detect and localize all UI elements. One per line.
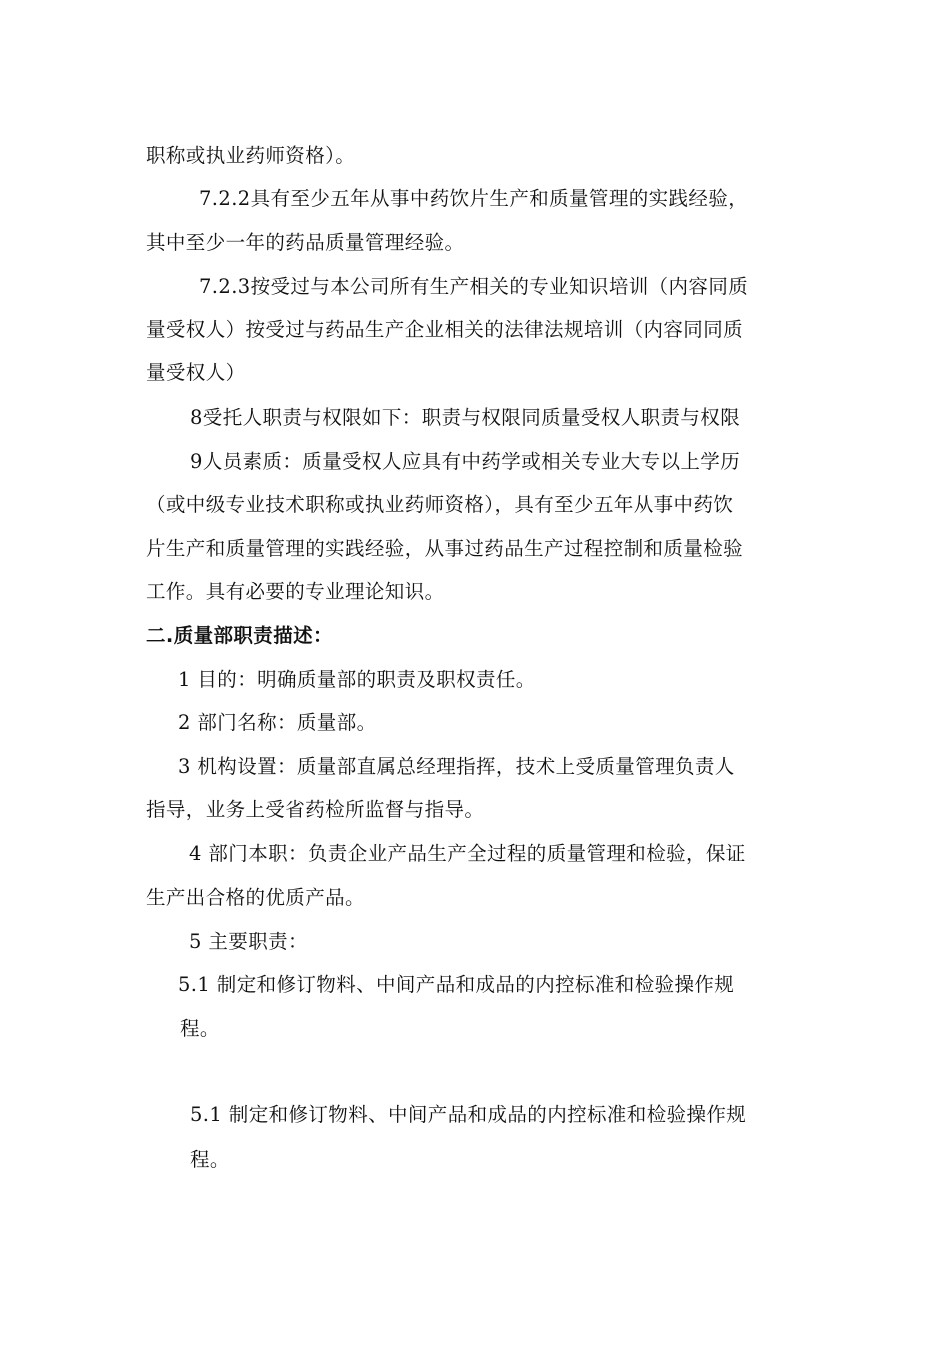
text-line: 4 部门本职：负责企业产品生产全过程的质量管理和检验，保证 — [189, 842, 746, 865]
text-line: 8受托人职责与权限如下：职责与权限同质量受权人职责与权限 — [190, 406, 741, 429]
text-line: 5.1 制定和修订物料、中间产品和成品的内控标准和检验操作规 — [190, 1103, 747, 1126]
text-line: 7.2.3按受过与本公司所有生产相关的专业知识培训（内容同质 — [199, 275, 749, 298]
text-line: 生产出合格的优质产品。 — [146, 886, 365, 909]
text-line: 量受权人）按受过与药品生产企业相关的法律法规培训（内容同同质 — [146, 318, 744, 341]
text-line: 1 目的：明确质量部的职责及职权责任。 — [178, 668, 536, 691]
text-line: 2 部门名称：质量部。 — [178, 711, 377, 734]
text-line: 片生产和质量管理的实践经验，从事过药品生产过程控制和质量检验 — [146, 537, 744, 560]
text-line: 3 机构设置：质量部直属总经理指挥，技术上受质量管理负责人 — [178, 755, 735, 778]
text-line: 工作。具有必要的专业理论知识。 — [146, 580, 445, 603]
section-heading: 二.质量部职责描述： — [146, 624, 333, 647]
text-line: 量受权人） — [146, 361, 246, 384]
text-line: 9人员素质：质量受权人应具有中药学或相关专业大专以上学历 — [190, 450, 741, 473]
text-line: 5.1 制定和修订物料、中间产品和成品的内控标准和检验操作规 — [178, 973, 735, 996]
text-line: 其中至少一年的药品质量管理经验。 — [146, 231, 465, 254]
text-line: 职称或执业药师资格）。 — [146, 144, 356, 167]
text-line: 指导，业务上受省药检所监督与指导。 — [146, 798, 485, 821]
text-line: 程。 — [190, 1148, 230, 1171]
text-line: 程。 — [180, 1017, 220, 1040]
text-line: 7.2.2具有至少五年从事中药饮片生产和质量管理的实践经验， — [199, 187, 749, 210]
text-line: 5 主要职责： — [189, 930, 308, 953]
text-line: （或中级专业技术职称或执业药师资格），具有至少五年从事中药饮 — [146, 493, 734, 516]
